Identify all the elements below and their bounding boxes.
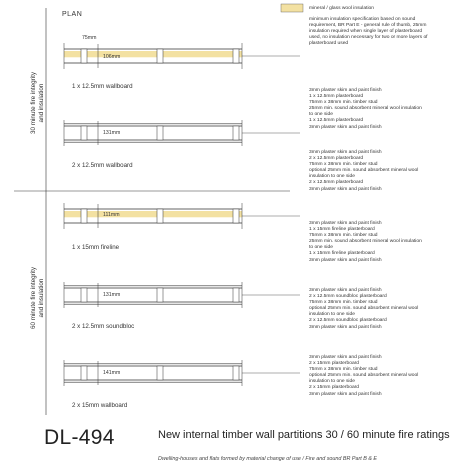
section-label-30min-line1: 30 minute fire integrity (30, 72, 37, 134)
panel-spec: 3mm plaster skim and paint finish 2 x 12.5mm plasterboard 75mm x 38mm min. timber stud optional 25mm min. sound absorbent mineral wool insulation to one side 2 x 12.5mm plasterboard 3mm plaster skim and paint finish (309, 150, 419, 192)
timber-stud (81, 209, 87, 223)
timber-stud (233, 126, 239, 140)
panel-caption: 2 x 12.5mm soundbloc (72, 323, 135, 330)
section-label-30min (30, 28, 45, 178)
panel-spec: 3mm plaster skim and paint finish 2 x 15mm plasterboard 75mm x 38mm min. timber stud optional 25mm min. sound absorbent mineral wool insulation to one side 2 x 15mm plasterboard 3mm plaster skim and paint finish (309, 355, 419, 397)
timber-stud (233, 366, 239, 380)
timber-stud (157, 126, 163, 140)
plan-label: PLAN (62, 11, 83, 18)
insulation-band (64, 51, 242, 57)
panel-caption: 2 x 15mm wallboard (72, 402, 128, 409)
panel-spec: 3mm plaster skim and paint finish 1 x 12.5mm plasterboard 75mm x 38mm min. timber stud 25mm min. sound absorbent mineral wool insulation to one side 1 x 12.5mm plasterboard 3mm plaster skim and paint finish (309, 88, 422, 130)
section-label-60min (30, 203, 45, 393)
drawing-subtitle: Dwelling-houses and flats formed by material change of use / Fire and sound BR Part B & E (158, 456, 378, 462)
timber-stud (81, 126, 87, 140)
drawing-title: New internal timber wall partitions 30 / 60 minute fire ratings (158, 429, 450, 441)
timber-stud (157, 366, 163, 380)
insulation-notes: minimum insulation specification based on sound requirement, BR Part E - general rule of thumb, 25mm insulation required when single layer of plasterboard used, no insulation necessary for two or more layers of plasterboard used (309, 17, 428, 47)
timber-stud (157, 49, 163, 63)
timber-stud (81, 366, 87, 380)
insulation-legend-text: mineral / glass wool insulation (309, 6, 374, 11)
dimension-label: 111mm (103, 212, 120, 218)
timber-stud (81, 288, 87, 302)
timber-stud (233, 288, 239, 302)
panel-caption: 1 x 12.5mm wallboard (72, 83, 133, 90)
timber-stud (233, 49, 239, 63)
insulation-band (64, 211, 242, 217)
dimension-label: 141mm (103, 370, 121, 376)
section-label-60min-line1: 60 minute fire integrity (30, 267, 37, 329)
dimension-label: 131mm (103, 292, 121, 298)
drawing-code: DL-494 (44, 426, 115, 449)
timber-stud (157, 209, 163, 223)
timber-stud (157, 288, 163, 302)
section-label-60min-line2: and insulation (37, 278, 45, 318)
timber-stud (81, 49, 87, 63)
panel-caption: 1 x 15mm fireline (72, 244, 120, 251)
panel-spec: 3mm plaster skim and paint finish 1 x 15mm fireline plasterboard 75mm x 38mm min. timber stud 25mm min. sound absorbent mineral wool insulation to one side 1 x 15mm fireline plasterboard 3mm plaster skim and paint finish (309, 221, 422, 263)
dimension-label: 131mm (103, 130, 121, 136)
dimension-label: 106mm (103, 54, 121, 60)
section-label-30min-line2: and insulation (37, 83, 45, 123)
dimension-label: 75mm (82, 35, 97, 41)
panel-spec: 3mm plaster skim and paint finish 2 x 12.5mm soundbloc plasterboard 75mm x 38mm min. timber stud optional 25mm min. sound absorbent mineral wool insulation to one side 2 x 12.5mm soundbloc plasterboard 3mm plaster skim and paint finish (309, 288, 419, 330)
timber-stud (233, 209, 239, 223)
insulation-legend-swatch (281, 4, 303, 12)
panel-caption: 2 x 12.5mm wallboard (72, 162, 133, 169)
